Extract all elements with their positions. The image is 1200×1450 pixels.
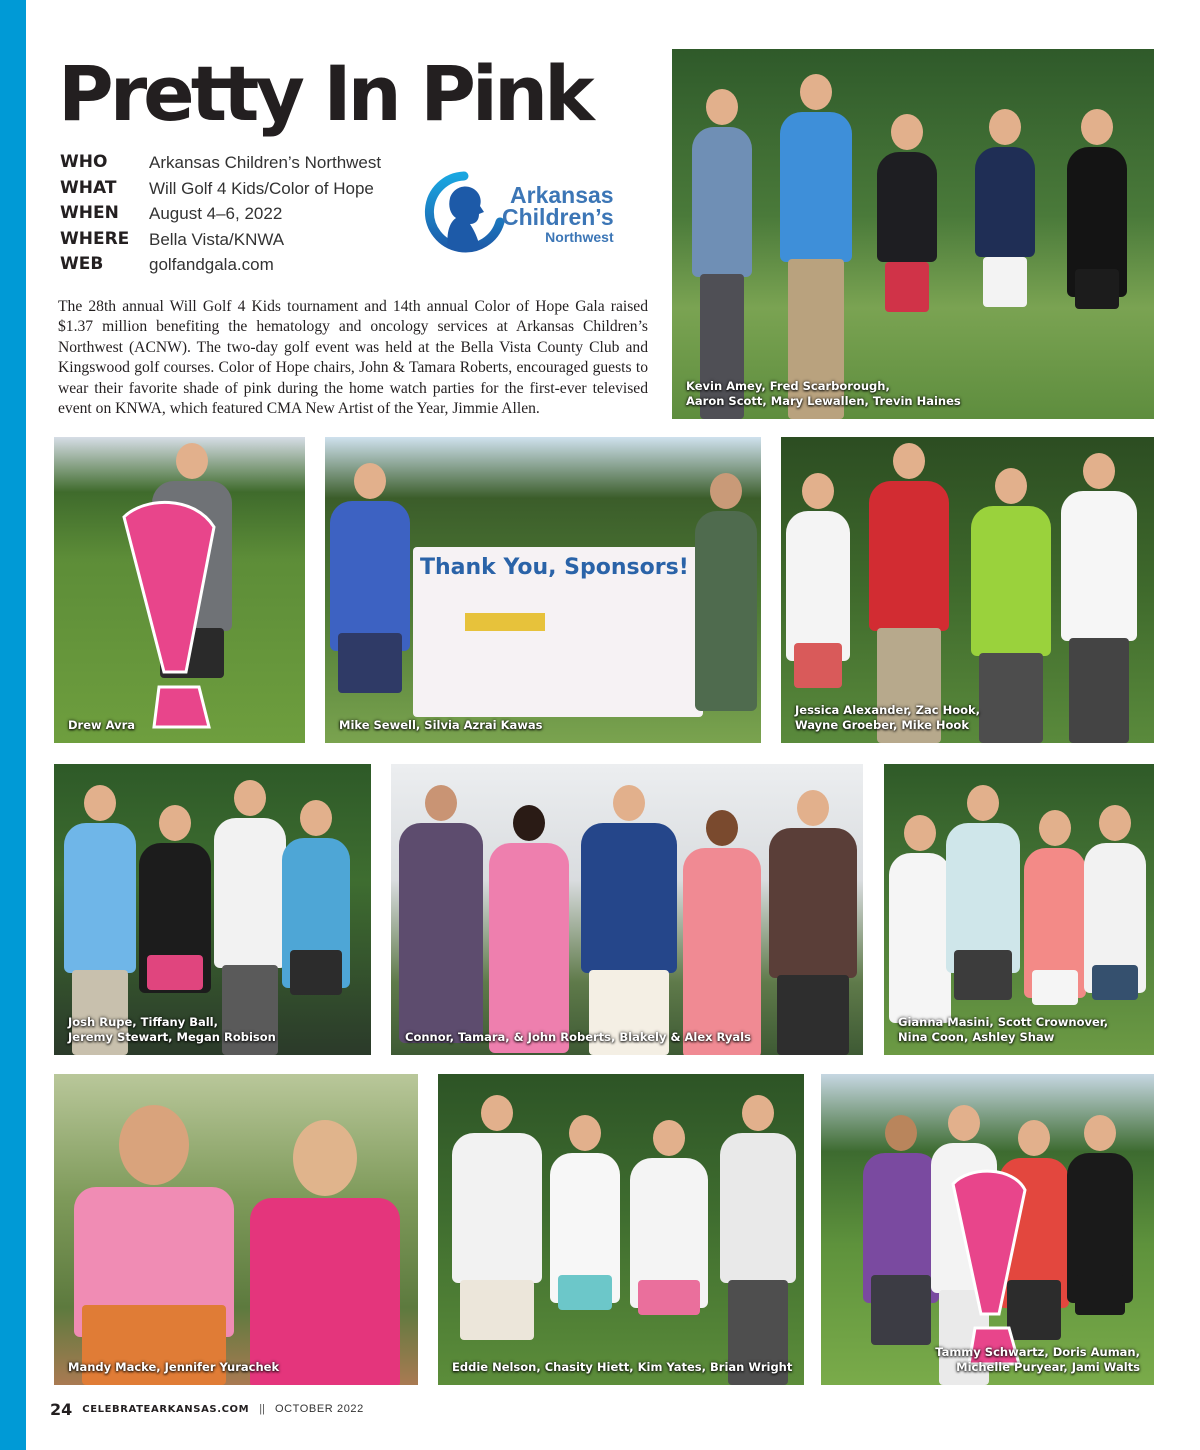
- footer-separator: ||: [259, 1403, 265, 1415]
- photo-caption: Jessica Alexander, Zac Hook, Wayne Groeber, Mike Hook: [795, 703, 981, 732]
- fact-label: WEB: [60, 254, 104, 274]
- photo-caption: Mike Sewell, Silvia Azrai Kawas: [339, 718, 543, 732]
- photo-caption: Gianna Masini, Scott Crownover, Nina Coon, Ashley Shaw: [898, 1015, 1109, 1044]
- photo-caption: Josh Rupe, Tiffany Ball, Jeremy Stewart, Megan Robison: [68, 1015, 276, 1044]
- photo-caption: Mandy Macke, Jennifer Yurachek: [68, 1360, 280, 1374]
- photo-roberts-family: [391, 764, 863, 1055]
- child-silhouette-icon: [424, 170, 506, 260]
- fact-value: Bella Vista/KNWA: [149, 229, 285, 249]
- photo-sponsor-banner: [325, 437, 761, 743]
- photo-caption: Connor, Tamara, & John Roberts, Blakely & Alex Ryals: [405, 1030, 751, 1044]
- photo-group-golfers-2: [781, 437, 1154, 743]
- event-facts: [60, 150, 420, 278]
- fact-what: [60, 176, 420, 202]
- site-url[interactable]: CELEBRATEARKANSAS.COM: [82, 1403, 250, 1415]
- photo-group-golfers-1: [672, 49, 1154, 419]
- page-footer: [50, 1398, 364, 1420]
- logo-line-1: Arkansas: [510, 182, 614, 208]
- photo-caption: Tammy Schwartz, Doris Auman, Michelle Puryear, Jami Walts: [935, 1345, 1140, 1374]
- photo-group-golfers-4: [884, 764, 1154, 1055]
- page-title: Pretty In Pink: [58, 49, 591, 138]
- banner-title: Thank You, Sponsors!: [420, 555, 689, 580]
- fact-value: Will Golf 4 Kids/Color of Hope: [149, 178, 374, 198]
- photo-caption: Eddie Nelson, Chasity Hiett, Kim Yates, Brian Wright: [452, 1360, 793, 1374]
- article-body: The 28th annual Will Golf 4 Kids tournament and 14th annual Color of Hope Gala raised $1.37 million benefiting the hematology and oncology services at Arkansas Children’s Northwest (ACNW). The two-day golf event was held at the Bella Vista County Club and Kingswood golf courses. Color of Hope chairs, John & Tamara Roberts, encouraged guests to wear their favorite shade of pink during the home watch parties for the first-ever televised event on KNWA, which featured CMA New Artist of the Year, Jimmie Allen.: [58, 298, 648, 418]
- fact-when: [60, 201, 420, 227]
- photo-caption: Kevin Amey, Fred Scarborough, Aaron Scott, Mary Lewallen, Trevin Haines: [686, 379, 961, 408]
- photo-drew-avra: [54, 437, 305, 743]
- photo-group-golfers-6: [821, 1074, 1154, 1385]
- photo-caption: Drew Avra: [68, 718, 136, 732]
- fact-web: [60, 252, 420, 278]
- fact-value: Arkansas Children’s Northwest: [149, 153, 382, 172]
- fact-label: WHAT: [60, 177, 117, 198]
- fact-value[interactable]: golfandgala.com: [149, 255, 274, 274]
- page-number: 24: [50, 1399, 73, 1419]
- fact-who: [60, 150, 420, 176]
- fact-label: WHEN: [60, 203, 119, 223]
- logo-line-2: Children’s: [502, 204, 614, 230]
- accent-sidebar: [0, 0, 26, 1450]
- fact-label: WHO: [60, 152, 108, 172]
- photo-macke-yurachek: [54, 1074, 418, 1385]
- issue-date: OCTOBER 2022: [274, 1403, 364, 1415]
- exclamation-sign-icon: [114, 497, 234, 737]
- fact-where: [60, 227, 420, 253]
- arkansas-childrens-logo: [424, 170, 634, 260]
- photo-group-golfers-5: [438, 1074, 804, 1385]
- fact-label: WHERE: [60, 228, 130, 249]
- exclamation-sign-icon: [939, 1164, 1039, 1374]
- logo-line-3: Northwest: [545, 229, 614, 245]
- photo-group-golfers-3: [54, 764, 371, 1055]
- fact-value: August 4–6, 2022: [149, 204, 283, 223]
